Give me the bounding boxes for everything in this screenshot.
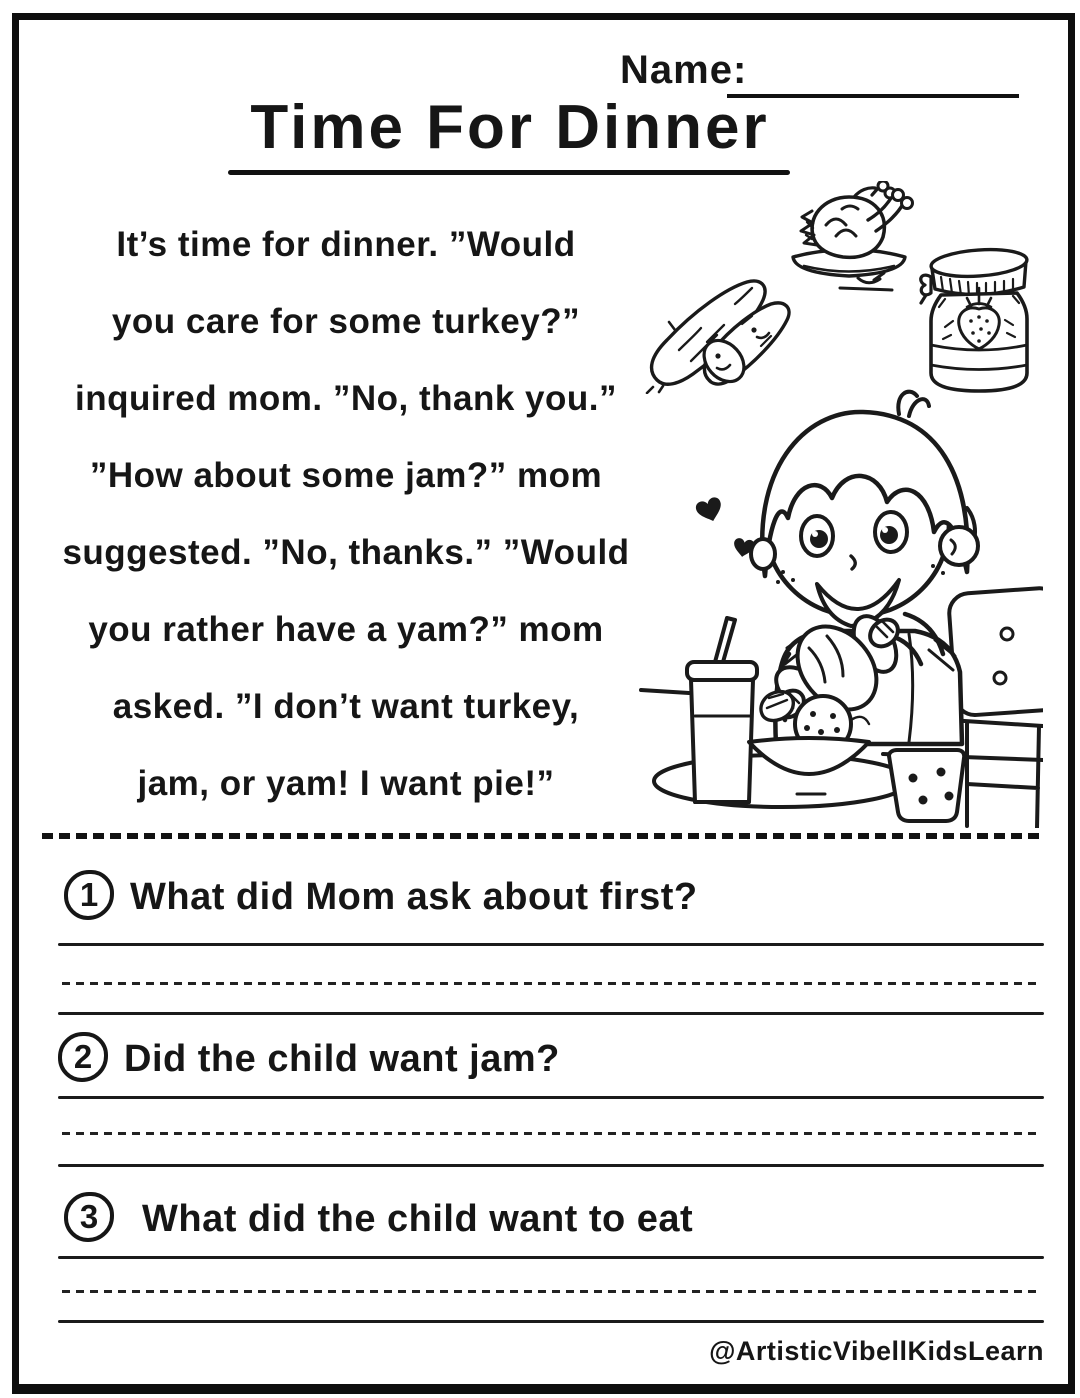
section-divider xyxy=(42,833,1044,839)
answer-line-solid xyxy=(58,1256,1044,1259)
boy-eating-croissant-illustration xyxy=(637,386,1043,828)
question-2-number: 2 xyxy=(58,1032,108,1082)
title-underline xyxy=(228,170,790,175)
cut-yam-illustration xyxy=(645,258,803,394)
passage-line: you rather have a yam?” mom xyxy=(88,609,604,649)
question-3-text: What did the child want to eat xyxy=(142,1198,694,1240)
answer-line-solid xyxy=(58,1164,1044,1167)
question-1-text: What did Mom ask about first? xyxy=(130,876,698,918)
credit-watermark: @ArtisticVibellKidsLearn xyxy=(709,1336,1044,1366)
answer-line-dashed xyxy=(62,982,1042,985)
strawberry-jam-jar-illustration xyxy=(917,243,1042,395)
answer-line-solid xyxy=(58,943,1044,946)
answer-line-solid xyxy=(58,1012,1044,1015)
passage-line: jam, or yam! I want pie!” xyxy=(137,763,555,803)
question-3-number: 3 xyxy=(64,1192,114,1242)
answer-line-solid xyxy=(58,1096,1044,1099)
passage-line: asked. ”I don’t want turkey, xyxy=(112,686,580,726)
passage-line: inquired mom. ”No, thank you.” xyxy=(75,378,617,418)
passage-line: suggested. ”No, thanks.” ”Would xyxy=(62,532,630,572)
passage-line: ”How about some jam?” mom xyxy=(89,455,603,495)
answer-line-dashed xyxy=(62,1132,1042,1135)
hearts-icon xyxy=(694,496,755,559)
reading-passage xyxy=(36,206,656,822)
passage-line: you care for some turkey?” xyxy=(111,301,581,341)
small-cup xyxy=(889,750,964,821)
passage-line: It’s time for dinner. ”Would xyxy=(116,224,576,264)
answer-line-dashed xyxy=(62,1290,1042,1293)
question-2-text: Did the child want jam? xyxy=(124,1038,560,1080)
question-1-number: 1 xyxy=(64,870,114,920)
cup-with-straw xyxy=(687,618,757,802)
name-label: Name: xyxy=(620,48,748,92)
page-title: Time For Dinner xyxy=(250,93,770,162)
answer-line-solid xyxy=(58,1320,1044,1323)
